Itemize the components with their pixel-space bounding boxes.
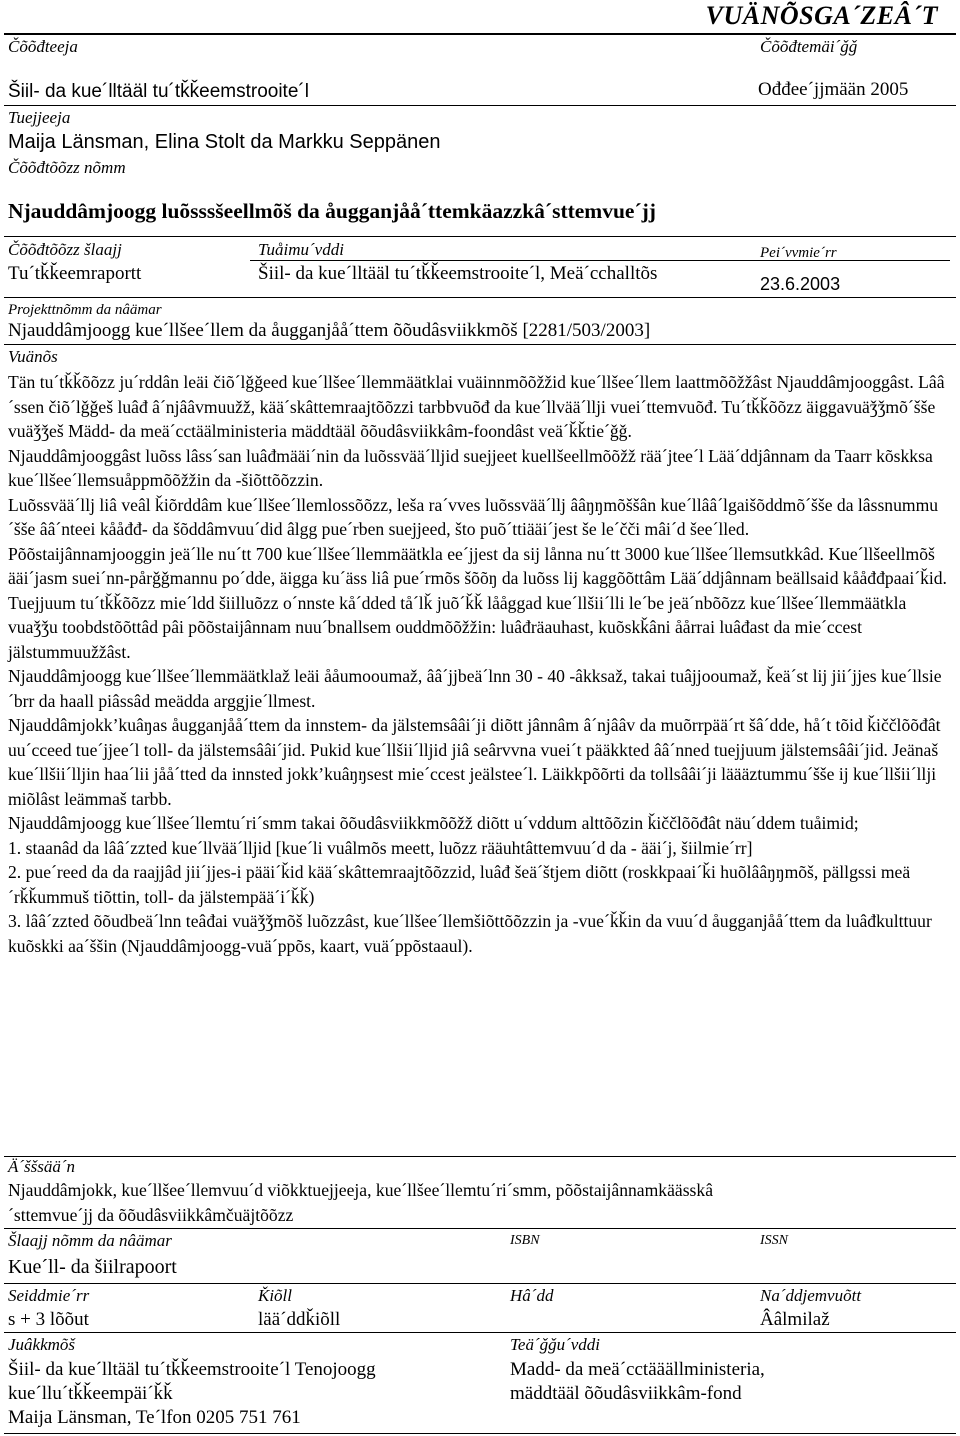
- rule: [4, 297, 956, 298]
- abstract-label: Vuänõs: [8, 347, 58, 366]
- rule: [4, 1156, 956, 1157]
- keywords-value: Njauddâmjokk, kue´llšee´llemvuu´d viõkktuejjeeja, kue´llšee´llemtu´ri´smm, põõstaijânnamkäässkâ´sttemvue´jj da õõudâsviikkâmčuäjtõõzz: [8, 1180, 714, 1225]
- distribution-line: kue´llu´tǩǩeempäi´ǩǩ: [8, 1383, 173, 1404]
- project-label: Projekttnõmm da nâämar: [8, 302, 162, 318]
- abstract-paragraph: Tän tu´tǩǩõõzz ju´rddân leäi čiõ´lǧǧeed kue´llšee´llemmäätklai vuäinnmõõžžid kue´llšee´llem laattmõõžžâst Njauddâmjooggâst. Lââ´ssen čiõ´lǧǧeš luâđ â´njââvmuužž, kää´skâttemraajtõõzzi tarbbvuõđ da kue´llvää´llji vuei´ttemvuõđ. Tu´tǩǩõõzz äiggavuäǯǯmõ´šše vuäǯǯeš Mädd- da meä´cctäälministeria mäddtääl õõudâsviikkâm-foondâst veä´ǩǩtie´ǧǧ.: [8, 372, 945, 441]
- document-type-title: VUÄNÕSGA´ZEÂ´T: [705, 1, 938, 30]
- date-label: Pei´vvmie´rr: [760, 245, 837, 261]
- publisher-value: Šiil- da kue´lltääl tu´tǩǩeemstrooite´l: [8, 81, 309, 102]
- issn-label: ISSN: [760, 1233, 788, 1248]
- confidentiality-value: Ââlmilaž: [760, 1309, 830, 1330]
- abstract-body: [8, 370, 953, 958]
- abstract-paragraph: Njauddâmjooggâst luõss lâss´san luâđmääi´nin da luõssvää´lljid suejjeet kuellšeellmõõžž rää´jtee´l Lää´ddjânnam da Taarr kõskksa kue´llšee´llemsuåppmõõžžin da -šiõttõõzzin.: [8, 445, 933, 490]
- rule: [4, 1332, 956, 1333]
- title-label: Čõõđtõõzz nõmm: [8, 158, 126, 177]
- abstract-paragraph: Tuejjuum tu´tǩǩõõzz mie´ldd šiilluõzz o´nnste kå´dded tå´lǩ juõ´ǩǩ lååggad kue´llšii´lli le´be jeä´nbõõzz kue´llšee´llemmäätkla vuaǯǯu toobdstõõttâd pâi põõstaijânnam nuu´bnallsem ouddmõõžžin: luâđräauhast, kuõskǩâni åårrai luâđast da mie´ccest jälstummuužžâst.: [8, 592, 907, 662]
- abstract-list-item: 1. staanâd da lââ´zzted kue´llvää´lljid [kue´li vuâlmõs meett, luõzz rääuhtâttemvuu´d da - ääi´j, šiilmie´rr]: [8, 837, 753, 858]
- abstract-paragraph: Põõstaijânnamjooggin jeä´lle nu´tt 700 kue´llšee´llemmäätkla ee´jjest da sij lånna nu´tt 3000 kue´llšee´llemsutkkâd. Kue´llšeellmõš ääi´jasm suei´nn-pårǧǧmannu po´dde, äigga ku´äss liâ pue´rmõs šõõŋ da luõss lij kaggõõttâm Lää´ddjânnam beällsaid kååđđpaai´ǩid.: [8, 543, 947, 588]
- publication-kind-value: Tu´tǩǩeemraportt: [8, 263, 142, 284]
- confidentiality-label: Na´ddjemvuõtt: [760, 1286, 862, 1305]
- commissioner-value: Šiil- da kue´lltääl tu´tǩǩeemstrooite´l, Meä´cchalltõs: [258, 263, 658, 284]
- rule: [250, 260, 950, 261]
- pages-label: Seiddmie´rr: [8, 1286, 90, 1305]
- series-name-value: Kue´ll- da šiilrapoort: [8, 1256, 177, 1278]
- language-value: lää´ddǩiõll: [258, 1309, 341, 1330]
- financier-label: Teä´ǧǧu´vddi: [510, 1335, 601, 1354]
- publication-kind-label: Čõõđtõõzz šlaajj: [8, 240, 122, 259]
- doc-type-value: Ođđee´jjmään 2005: [758, 79, 909, 100]
- abstract-list-item: 2. pue´reed da da raajjâd jii´jjes-i pääi´ǩid kää´skâttemraajtõõzzid, luâđ šeä´štjem diõtt (roskkpaai´ǩi huõlââŋŋmõš, pällgssi meä´rǩǩummuš tiõttin, toll- da jälstempää´i´ǩǩ): [8, 862, 911, 907]
- abstract-paragraph: Luõssvää´llj liâ veâl ǩiõrddâm kue´llšee´llemlossõõzz, leša ra´vves luõssvää´llj ââŋŋmõššân kue´llââ´lgaišõddmõ´šše da lâssnummu´šše ââ´nteei kååđđ- da šõddâmvuu´did âlgg pue´rben suejjeed, što puõ´ttiääi´jest še le´čči mâi´d šee´lled.: [8, 494, 939, 539]
- publication-title: Njauddâmjoogg luõsssšeellmõš da åugganjåå´ttemkäazzkâ´sttemvue´jj: [8, 199, 656, 223]
- abstract-list-item: 3. lââ´zzted õõudbeä´lnn teâđai vuäǯǯmõš luõzzâst, kue´llšee´llemšiõttõõzzin ja -vue´ǩǩin da vuu´d åugganjåå´ttem da luâđkulttuur kuõskki aa´ššin (Njauddâmjoogg-vuä´ppõs, kaart, vuä´ppõstaaul).: [8, 911, 932, 956]
- rule: [4, 344, 956, 345]
- rule: [4, 1228, 956, 1229]
- doc-type-label: Čõõđtemäi´ǧǧ: [760, 37, 858, 56]
- keywords-label: Ä´ššsää´n: [8, 1157, 76, 1176]
- financier-line: mäddtääl õõudâsviikkâm-fond: [510, 1383, 742, 1404]
- isbn-label: ISBN: [510, 1233, 540, 1248]
- project-value: Njauddâmjoogg kue´llšee´llem da åugganjåå´ttem õõudâsviikkmõš [2281/503/2003]: [8, 320, 651, 341]
- rule: [4, 105, 956, 106]
- abstract-paragraph: Njauddâmjoogg kue´llšee´llemtu´ri´smm takai õõudâsviikkmõõžž diõtt u´vddum alttõõzin ǩiččlõõđât näu´ddem tuåimid;: [8, 813, 859, 833]
- publisher-label: Čõõđteeja: [8, 37, 78, 56]
- abstract-paragraph: Njauddâmjokk’kuâŋas åugganjåå´ttem da innstem- da jälstemsââi´ji diõtt jânnâm â´njââv da muõrrpää´rt šâ´dde, hå´t tõid ǩiččlõõđât uu´cceed tue´jjee´l toll- da jälstemsââi´jid. Pukid kue´llšii´lljid jiâ seârvvna vuei´t pääkkted ââ´nned tuejjuum jälstemsââi´jid. Jeänaš kue´llšii´lljin haa´lii jåå´tted da innsted jokk’kuâŋŋsest mie´ccest jeälstee´l. Läikkpõõrti da tollsââi´ji läääztummu´šše ij kue´llšii´llji miõlâst leämmaš tarbb.: [8, 715, 941, 809]
- price-label: Hâ´dd: [510, 1286, 554, 1305]
- authors-value: Maija Länsman, Elina Stolt da Markku Seppänen: [8, 131, 441, 153]
- financier-line: Madd- da meä´cctääällministeria,: [510, 1359, 765, 1380]
- abstract-paragraph: Njauddâmjoogg kue´llšee´llemmäätklaž leäi ååumooumaž, ââ´jjbeä´lnn 30 - 40 -âkksaž, takai tuâjjooumaž, ǩeä´st lij jii´jjes kue´llsie´brr da haall piâssâd meädda arggjie´llmest.: [8, 666, 942, 711]
- pages-value: s + 3 lõõut: [8, 1309, 89, 1330]
- distribution-line: Šiil- da kue´lltääl tu´tǩǩeemstrooite´l Tenojoogg: [8, 1359, 376, 1380]
- date-value: 23.6.2003: [760, 274, 841, 294]
- authors-label: Tuejjeeja: [8, 108, 71, 127]
- rule: [4, 236, 956, 237]
- language-label: Ǩiõll: [258, 1286, 293, 1305]
- rule: [4, 1283, 956, 1284]
- distribution-line: Maija Länsman, Te´lfon 0205 751 761: [8, 1407, 301, 1428]
- commissioner-label: Tuåimu´vddi: [258, 240, 344, 259]
- rule: [4, 33, 956, 35]
- series-name-label: Šlaajj nõmm da nâämar: [8, 1231, 172, 1250]
- distribution-label: Juâkkmõš: [8, 1335, 76, 1354]
- rule: [4, 1433, 956, 1434]
